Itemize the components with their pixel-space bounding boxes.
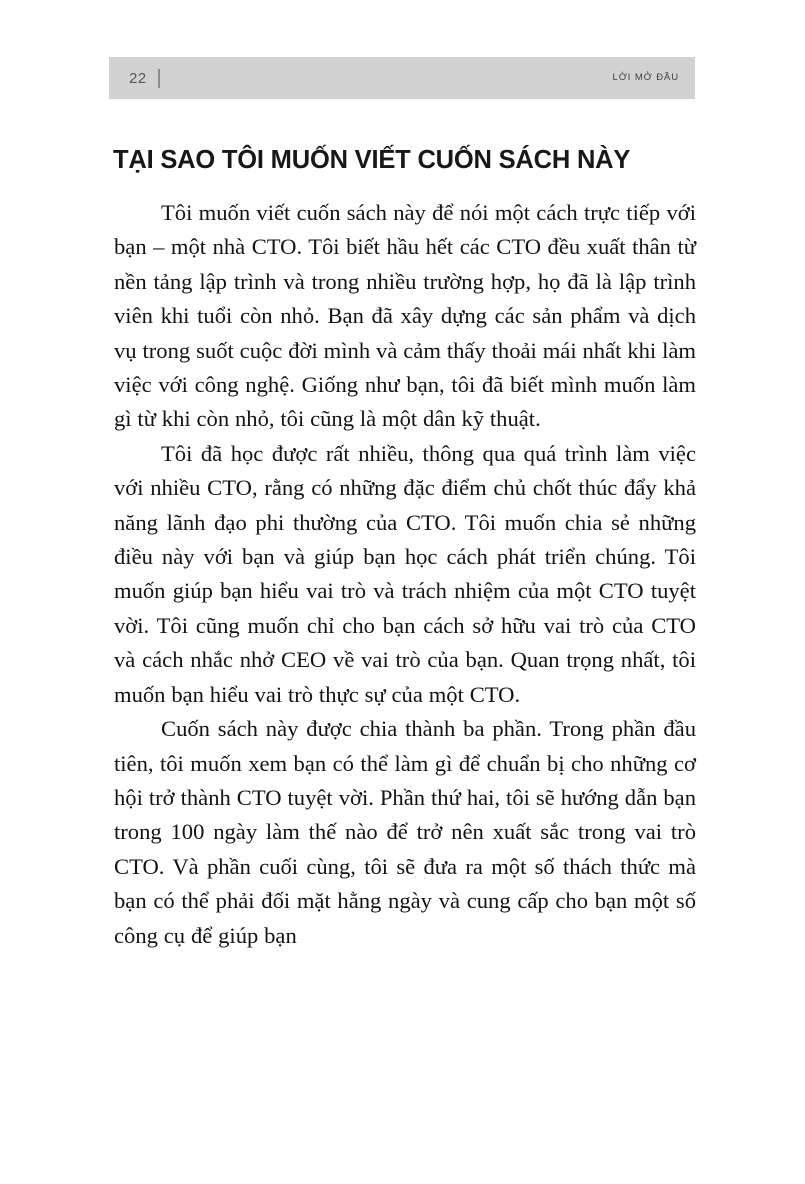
paragraph: Tôi muốn viết cuốn sách này để nói một cách trực tiếp với bạn – một nhà CTO. Tôi biết hầu hết các CTO đều xuất thân từ nền tảng lập trình và trong nhiều trường hợp, họ đã là lập trình viên khi tuổi còn nhỏ. Bạn đã xây dựng các sản phẩm và dịch vụ trong suốt cuộc đời mình và cảm thấy thoải mái nhất khi làm việc với công nghệ. Giống như bạn, tôi đã biết mình muốn làm gì từ khi còn nhỏ, tôi cũng là một dân kỹ thuật. [114,200,696,432]
page-title: TẠI SAO TÔI MUỐN VIẾT CUỐN SÁCH NÀY [113,146,631,175]
body-text [114,196,696,953]
running-title: LỜI MỞ ĐẦU [612,72,679,84]
page-number: 22 [129,69,147,87]
running-head-bar [109,57,695,99]
paragraph: Tôi đã học được rất nhiều, thông qua quá trình làm việc với nhiều CTO, rằng có những đặc điểm chủ chốt thúc đẩy khả năng lãnh đạo phi thường của CTO. Tôi muốn chia sẻ những điều này với bạn và giúp bạn học cách phát triển chúng. Tôi muốn giúp bạn hiểu vai trò và trách nhiệm của một CTO tuyệt vời. Tôi cũng muốn chỉ cho bạn cách sở hữu vai trò của CTO và cách nhắc nhở CEO về vai trò của bạn. Quan trọng nhất, tôi muốn bạn hiểu vai trò thực sự của một CTO. [114,440,696,707]
folio-group [129,69,160,88]
paragraph: Cuốn sách này được chia thành ba phần. Trong phần đầu tiên, tôi muốn xem bạn có thể làm gì để chuẩn bị cho những cơ hội trở thành CTO tuyệt vời. Phần thứ hai, tôi sẽ hướng dẫn bạn trong 100 ngày làm thế nào để trở nên xuất sắc trong vai trò CTO. Và phần cuối cùng, tôi sẽ đưa ra một số thách thức mà bạn có thể phải đối mặt hằng ngày và cung cấp cho bạn một số công cụ để giúp bạn [114,716,696,948]
folio-divider-icon [158,69,160,88]
